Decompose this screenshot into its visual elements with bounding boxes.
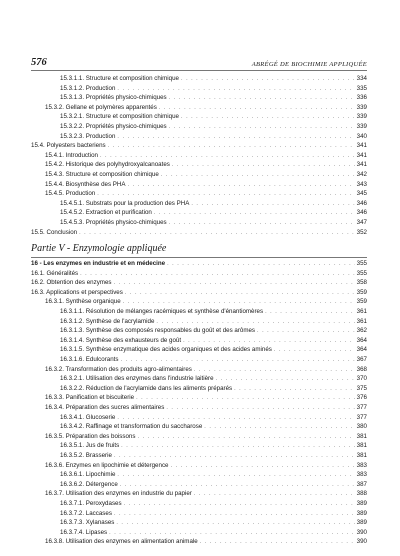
toc-entry bbox=[0, 374, 400, 384]
toc-entry-title: 15.5. Conclusion bbox=[31, 228, 78, 236]
toc-entry-title: 15.4.2. Historique des polyhydroxyalcanoates bbox=[45, 161, 170, 169]
toc-entry-page: 364 bbox=[356, 346, 367, 354]
toc-entry-page: 347 bbox=[356, 218, 367, 226]
toc-entry-title: 15.3.1.3. Propriétés physico-chimiques bbox=[60, 94, 167, 102]
toc-entry bbox=[0, 297, 400, 307]
toc-entry-page: 377 bbox=[356, 413, 367, 421]
toc-entry-title: 16.3.1. Synthèse organique bbox=[45, 298, 121, 306]
toc-entry-title: 16.3.1.4. Synthèse des exhausteurs de goût bbox=[60, 336, 182, 344]
toc-entry bbox=[0, 451, 400, 461]
toc-entry-title: 16.2. Obtention des enzymes bbox=[31, 279, 112, 287]
toc-entry bbox=[0, 189, 400, 199]
toc-entry bbox=[0, 228, 400, 238]
toc-entry-page: 340 bbox=[356, 132, 367, 140]
toc-entry bbox=[0, 432, 400, 442]
toc-section-bottom bbox=[0, 259, 400, 547]
toc-entry-page: 343 bbox=[356, 180, 367, 188]
toc-entry-page: 383 bbox=[356, 471, 367, 479]
toc-entry-page: 345 bbox=[356, 190, 367, 198]
toc-entry-title: 15.4.5. Production bbox=[45, 190, 96, 198]
toc-entry-title: 16.3.1.5. Synthèse enzymatique des acides organiques et des acides aminés bbox=[60, 346, 272, 354]
toc-entry-page: 339 bbox=[356, 113, 367, 121]
toc-entry-title: 16.3.6.1. Lipochimie bbox=[60, 471, 116, 479]
toc-entry bbox=[0, 480, 400, 490]
toc-entry bbox=[0, 132, 400, 142]
toc-entry bbox=[0, 259, 400, 269]
toc-entry bbox=[0, 317, 400, 327]
toc-entry bbox=[0, 269, 400, 279]
toc-entry bbox=[0, 518, 400, 528]
toc-entry-page: 339 bbox=[356, 122, 367, 130]
toc-entry-page: 362 bbox=[356, 327, 367, 335]
toc-entry-page: 390 bbox=[356, 528, 367, 536]
toc-entry-title: 16.3.2. Transformation des produits agro-alimentaires bbox=[45, 365, 192, 373]
toc-entry bbox=[0, 103, 400, 113]
toc-entry-title: 15.3.1.2. Production bbox=[60, 84, 116, 92]
toc-entry-page: 381 bbox=[356, 442, 367, 450]
toc-entry-page: 355 bbox=[356, 269, 367, 277]
toc-entry-title: 16.3.4.1. Glucoserie bbox=[60, 413, 116, 421]
toc-entry-title: 16.3.6.2. Détergence bbox=[60, 480, 118, 488]
toc-entry bbox=[0, 470, 400, 480]
toc-entry bbox=[0, 403, 400, 413]
toc-entry bbox=[0, 461, 400, 471]
toc-entry-title: 16.3.5. Préparation des boissons bbox=[45, 432, 136, 440]
toc-entry bbox=[0, 413, 400, 423]
toc-entry-title: 15.4.5.1. Substrats pour la production des PHA bbox=[60, 199, 190, 207]
toc-entry-title: 16.3.1.3. Synthèse des composés responsables du goût et des arômes bbox=[60, 327, 256, 335]
toc-entry-page: 390 bbox=[356, 538, 367, 546]
toc-entry-title: 16 - Les enzymes en industrie et en médecine bbox=[31, 260, 166, 268]
toc-entry-title: 16.3.7.3. Xylanases bbox=[60, 519, 115, 527]
toc-entry-title: 16.3.4.2. Raffinage et transformation du saccharose bbox=[60, 423, 203, 431]
toc-entry bbox=[0, 384, 400, 394]
toc-entry-page: 381 bbox=[356, 432, 367, 440]
table-of-contents bbox=[0, 74, 400, 547]
toc-entry-page: 389 bbox=[356, 509, 367, 517]
toc-entry-page: 361 bbox=[356, 317, 367, 325]
toc-entry-page: 335 bbox=[356, 84, 367, 92]
toc-entry-title: 15.4.3. Structure et composition chimique bbox=[45, 170, 159, 178]
toc-entry-page: 352 bbox=[356, 228, 367, 236]
toc-entry-page: 376 bbox=[356, 394, 367, 402]
toc-entry bbox=[0, 336, 400, 346]
header-rule bbox=[31, 70, 367, 71]
toc-entry-page: 334 bbox=[356, 75, 367, 82]
toc-entry-page: 368 bbox=[356, 365, 367, 373]
toc-entry-page: 359 bbox=[356, 298, 367, 306]
toc-entry-title: 15.3.2.3. Production bbox=[60, 132, 116, 140]
toc-entry-title: 16.3.1.6. Edulcorants bbox=[60, 356, 119, 364]
toc-entry bbox=[0, 355, 400, 365]
toc-entry bbox=[0, 122, 400, 132]
toc-entry bbox=[0, 441, 400, 451]
toc-entry bbox=[0, 199, 400, 209]
toc-entry-title: 16.3.7.1. Peroxydases bbox=[60, 499, 122, 507]
toc-entry-title: 16.3.5.2. Brasserie bbox=[60, 451, 112, 459]
toc-entry-page: 339 bbox=[356, 103, 367, 111]
toc-entry-page: 341 bbox=[356, 142, 367, 150]
toc-entry-title: 15.3.1.1. Structure et composition chimique bbox=[60, 75, 180, 82]
toc-entry-page: 341 bbox=[356, 151, 367, 159]
toc-entry-title: 16.3.7. Utilisation des enzymes en industrie du papier bbox=[45, 490, 192, 498]
toc-entry-title: 16.3. Applications et perspectives bbox=[31, 288, 123, 296]
toc-entry-page: 380 bbox=[356, 423, 367, 431]
toc-entry bbox=[0, 218, 400, 228]
dot-leader bbox=[79, 229, 355, 239]
toc-entry-title: 16.3.1.1. Résolution de mélanges racémiques et synthèse d'énantiomères bbox=[60, 308, 264, 316]
toc-entry-page: 364 bbox=[356, 336, 367, 344]
toc-entry-page: 383 bbox=[356, 461, 367, 469]
toc-entry-title: 15.4. Polyesters bacteriens bbox=[31, 142, 106, 150]
toc-entry bbox=[0, 499, 400, 509]
toc-entry-title: 15.4.5.2. Extraction et purification bbox=[60, 209, 152, 217]
toc-entry-page: 389 bbox=[356, 519, 367, 527]
toc-entry-title: 16.3.6. Enzymes en lipochimie et détergence bbox=[45, 461, 169, 469]
toc-entry-page: 355 bbox=[356, 260, 367, 268]
toc-entry-title: 15.4.1. Introduction bbox=[45, 151, 98, 159]
toc-entry-title: 16.3.3. Panification et biscuiterie bbox=[45, 394, 135, 402]
toc-entry bbox=[0, 345, 400, 355]
toc-section-top bbox=[0, 74, 400, 237]
toc-entry bbox=[0, 84, 400, 94]
toc-entry-page: 358 bbox=[356, 279, 367, 287]
toc-entry-title: 15.3.2. Gellane et polymères apparentés bbox=[45, 103, 157, 111]
toc-entry-title: 16.3.5.1. Jus de fruits bbox=[60, 442, 120, 450]
toc-entry bbox=[0, 112, 400, 122]
toc-entry-page: 341 bbox=[356, 161, 367, 169]
toc-entry bbox=[0, 278, 400, 288]
part-title: Partie V - Enzymologie appliquée bbox=[31, 243, 167, 255]
toc-entry-title: 16.3.8. Utilisation des enzymes en alimentation animale bbox=[45, 538, 198, 546]
toc-entry-page: 342 bbox=[356, 170, 367, 178]
toc-entry-title: 16.3.7.2. Laccases bbox=[60, 509, 112, 517]
toc-entry-page: 346 bbox=[356, 209, 367, 217]
toc-entry bbox=[0, 422, 400, 432]
toc-entry-page: 375 bbox=[356, 384, 367, 392]
toc-entry-page: 359 bbox=[356, 288, 367, 296]
toc-entry bbox=[0, 307, 400, 317]
toc-entry bbox=[0, 509, 400, 519]
toc-entry bbox=[0, 93, 400, 103]
toc-entry-page: 381 bbox=[356, 451, 367, 459]
toc-entry-page: 387 bbox=[356, 480, 367, 488]
toc-entry-title: 16.3.2.2. Réduction de l'acrylamide dans les aliments préparés bbox=[60, 384, 233, 392]
toc-entry-title: 15.4.5.3. Propriétés physico-chimiques bbox=[60, 218, 167, 226]
toc-entry-page: 367 bbox=[356, 356, 367, 364]
toc-entry bbox=[0, 180, 400, 190]
running-head: ABRÉGÉ DE BIOCHIMIE APPLIQUÉE bbox=[251, 61, 367, 68]
toc-entry-page: 361 bbox=[356, 308, 367, 316]
toc-entry bbox=[0, 288, 400, 298]
toc-entry-page: 370 bbox=[356, 375, 367, 383]
toc-entry-title: 15.3.2.1. Structure et composition chimique bbox=[60, 113, 180, 121]
toc-entry-title: 16.3.1.2. Synthèse de l'acrylamide bbox=[60, 317, 155, 325]
toc-entry-page: 377 bbox=[356, 404, 367, 411]
toc-entry bbox=[0, 365, 400, 375]
page-header bbox=[31, 52, 367, 68]
toc-entry-page: 389 bbox=[356, 499, 367, 507]
dot-leader bbox=[200, 538, 355, 548]
toc-entry-title: 15.3.2.2. Propriétés physico-chimiques bbox=[60, 122, 167, 130]
toc-entry bbox=[0, 489, 400, 499]
toc-entry bbox=[0, 151, 400, 161]
toc-entry bbox=[0, 208, 400, 218]
part-rule bbox=[31, 257, 367, 258]
toc-entry bbox=[0, 160, 400, 170]
toc-entry-title: 16.3.2.1. Utilisation des enzymes dans l'industrie laitière bbox=[60, 375, 214, 383]
toc-entry-page: 388 bbox=[356, 490, 367, 498]
toc-entry-title: 15.4.4. Biosynthèse des PHA bbox=[45, 180, 126, 188]
toc-entry bbox=[0, 537, 400, 547]
toc-entry bbox=[0, 528, 400, 538]
toc-entry-title: 16.1. Généralités bbox=[31, 269, 79, 277]
toc-entry bbox=[0, 74, 400, 84]
toc-entry bbox=[0, 393, 400, 403]
page-number: 576 bbox=[31, 57, 47, 68]
toc-entry bbox=[0, 141, 400, 151]
toc-entry-title: 16.3.4. Préparation des sucres alimentaires bbox=[45, 404, 165, 411]
toc-entry-title: 16.3.7.4. Lipases bbox=[60, 528, 108, 536]
toc-entry bbox=[0, 170, 400, 180]
toc-entry-page: 346 bbox=[356, 199, 367, 207]
toc-entry-page: 336 bbox=[356, 94, 367, 102]
toc-entry bbox=[0, 326, 400, 336]
